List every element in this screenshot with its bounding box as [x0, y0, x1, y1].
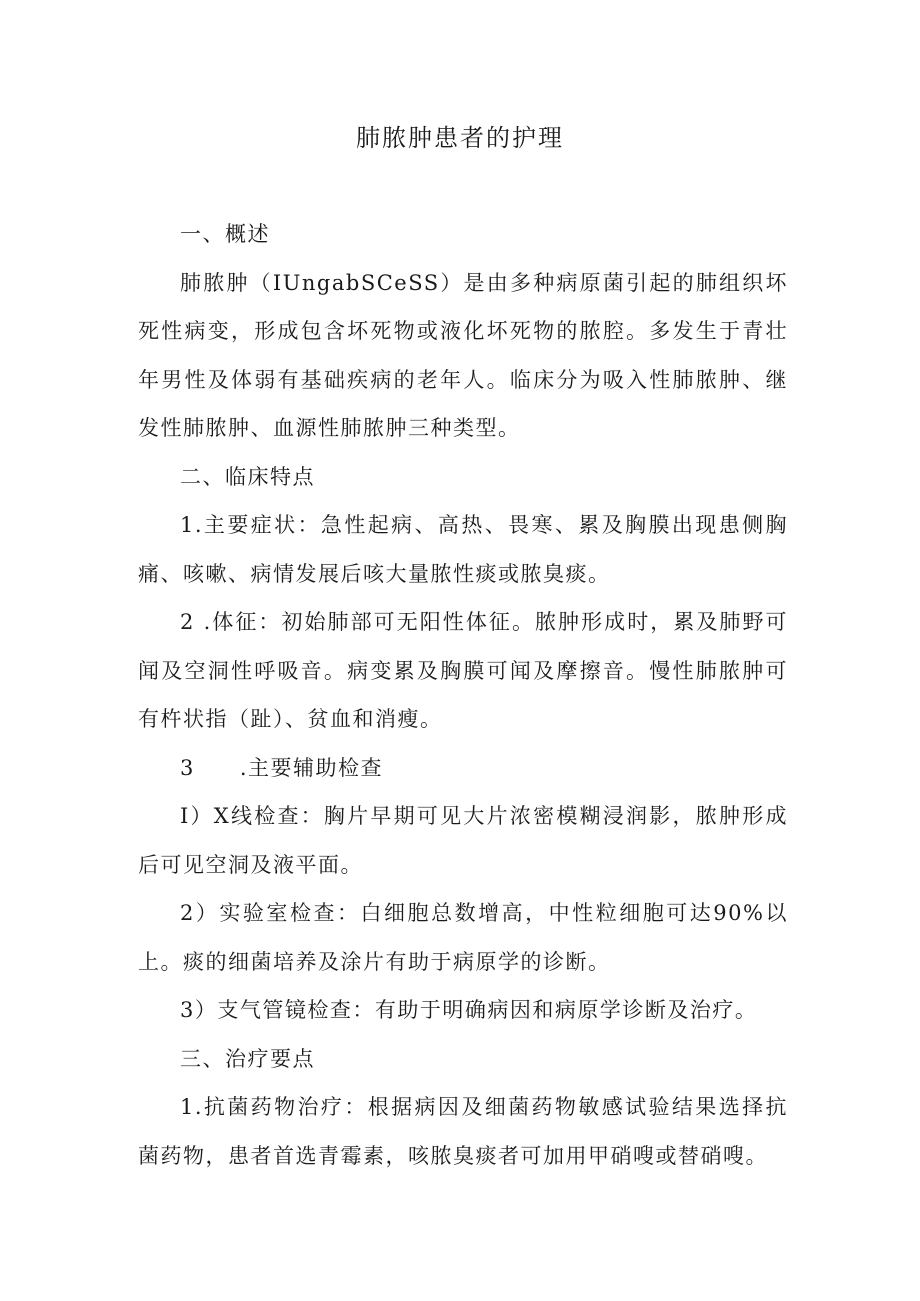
paragraph-overview: 肺脓肿（IUngabSCeSS）是由多种病原菌引起的肺组织坏死性病变，形成包含坏死物或液化坏死物的脓腔。多发生于青壮年男性及体弱有基础疾病的老年人。临床分为吸入性肺脓肿、继发性肺脓肿、血源性肺脓肿三种类型。	[138, 270, 788, 440]
section-heading-clinical-features: 二、临床特点	[180, 464, 315, 489]
paragraph-signs: 2 .体征：初始肺部可无阳性体征。脓肿形成时，累及肺野可闻及空洞性呼吸音。病变累及胸膜可闻及摩擦音。慢性肺脓肿可有杵状指（趾）、贫血和消瘦。	[138, 610, 788, 731]
subheading-auxiliary-exams: 3 .主要辅助检查	[180, 755, 384, 780]
paragraph-lab-tests: 2）实验室检查：白细胞总数增高，中性粒细胞可达90%以上。痰的细菌培养及涂片有助于病原学的诊断。	[138, 901, 788, 974]
section-heading-treatment: 三、治疗要点	[180, 1046, 315, 1071]
document-title: 肺脓肿患者的护理	[356, 124, 564, 152]
paragraph-main-symptoms: 1.主要症状：急性起病、高热、畏寒、累及胸膜出现患侧胸痛、咳嗽、病情发展后咳大量脓性痰或脓臭痰。	[138, 513, 788, 586]
paragraph-xray: I）X线检查：胸片早期可见大片浓密模糊浸润影，脓肿形成后可见空洞及液平面。	[138, 804, 788, 877]
section-heading-overview: 一、概述	[180, 222, 270, 246]
document-body	[138, 210, 788, 1180]
paragraph-antibiotics: 1.抗菌药物治疗：根据病因及细菌药物敏感试验结果选择抗菌药物，患者首选青霉素，咳脓臭痰者可加用甲硝嗖或替硝嗖。	[138, 1095, 788, 1168]
paragraph-bronchoscopy: 3）支气管镜检查：有助于明确病因和病原学诊断及治疗。	[180, 998, 758, 1022]
